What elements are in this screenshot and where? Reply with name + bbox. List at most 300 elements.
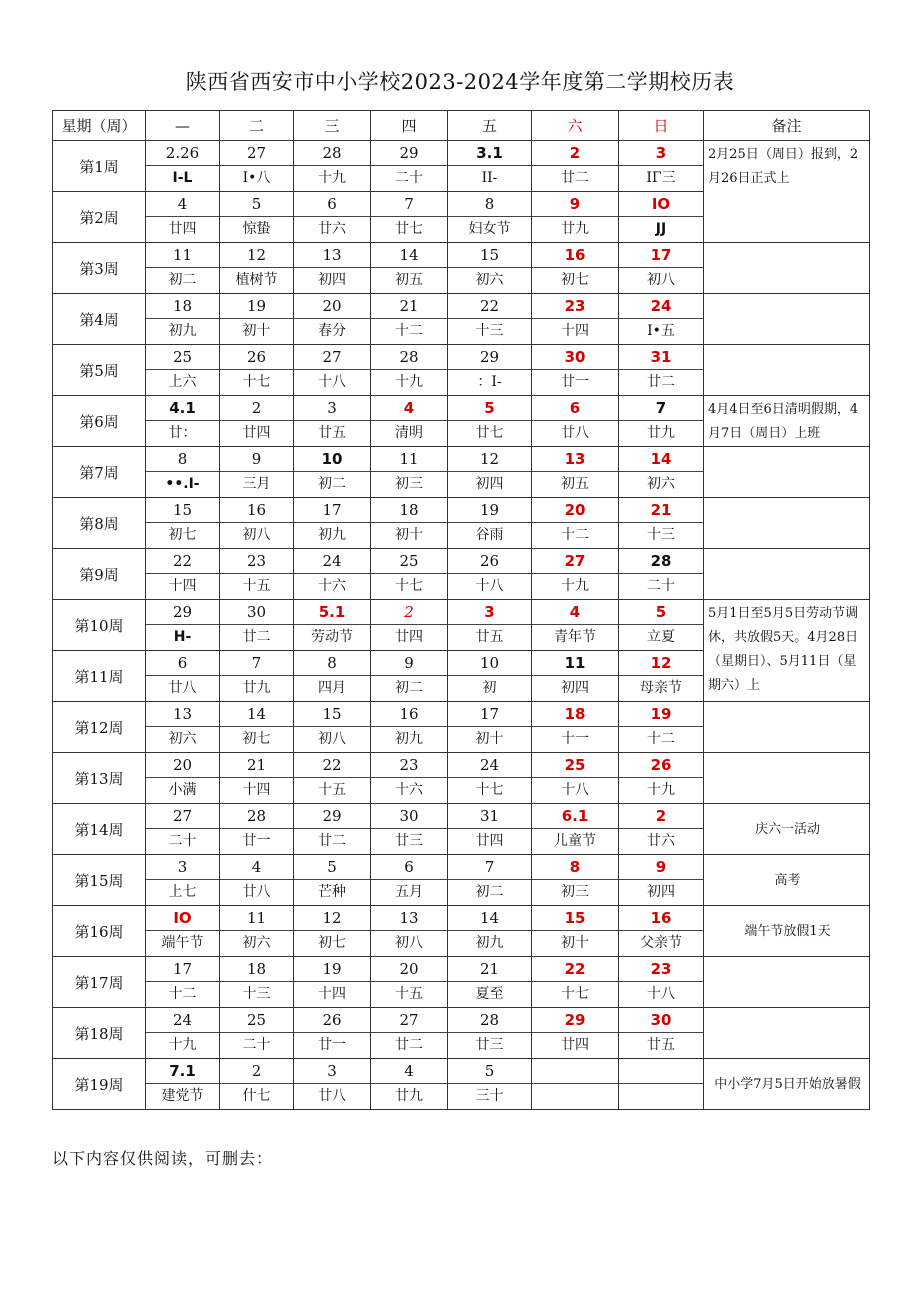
day-number: 28 <box>448 1008 531 1033</box>
lunar-date: 廿八 <box>561 425 589 441</box>
day-number: 7 <box>448 855 531 880</box>
lunar-date: 初二 <box>318 476 346 492</box>
day-number: 3 <box>294 1059 370 1084</box>
footnote: 以下内容仅供阅读，可删去： <box>52 1149 274 1168</box>
day-number: 10 <box>294 447 370 472</box>
day-number: 25 <box>532 753 618 778</box>
lunar-date: 劳动节 <box>311 629 353 645</box>
day-cell <box>448 1008 532 1059</box>
day-number: 14 <box>371 243 447 268</box>
lunar-date: 青年节 <box>554 629 596 645</box>
day-number: 27 <box>532 549 618 574</box>
note-cell <box>704 243 870 294</box>
day-cell <box>619 804 704 855</box>
note-cell <box>704 600 870 702</box>
lunar-date: 惊蛰 <box>242 221 271 237</box>
header-tue: 二 <box>220 111 294 141</box>
week-label: 第2周 <box>53 192 146 243</box>
week-row <box>53 549 870 600</box>
note-cell <box>704 906 870 957</box>
day-number <box>532 1059 618 1084</box>
day-number: 26 <box>220 345 293 370</box>
lunar-date: 芒种 <box>318 884 346 900</box>
lunar-date: 廿五 <box>475 629 504 645</box>
lunar-date: 初七 <box>318 935 346 951</box>
day-cell <box>619 1059 704 1110</box>
day-number: 28 <box>294 141 370 166</box>
lunar-date: 十七 <box>242 374 271 390</box>
day-number: 7 <box>371 192 447 217</box>
day-cell <box>294 651 371 702</box>
day-cell <box>220 345 294 396</box>
day-number: 9 <box>532 192 618 217</box>
day-cell <box>619 957 704 1008</box>
header-mon: — <box>146 111 220 141</box>
day-cell <box>294 447 371 498</box>
day-cell <box>448 294 532 345</box>
lunar-date: 初三 <box>561 884 589 900</box>
lunar-date: 立夏 <box>647 629 675 645</box>
lunar-date: 初六 <box>647 476 675 492</box>
day-number: 18 <box>532 702 618 727</box>
day-cell <box>294 345 371 396</box>
lunar-date: 初二 <box>475 884 504 900</box>
day-cell <box>294 192 371 243</box>
lunar-date: 初六 <box>242 935 271 951</box>
day-cell <box>294 855 371 906</box>
day-cell <box>146 804 220 855</box>
day-number: 4.1 <box>146 396 219 421</box>
week-row <box>53 702 870 753</box>
day-cell <box>220 447 294 498</box>
lunar-date: 廿三 <box>475 1037 504 1053</box>
day-number: 29 <box>146 600 219 625</box>
day-cell <box>294 1008 371 1059</box>
day-number: 3 <box>146 855 219 880</box>
day-number: 20 <box>146 753 219 778</box>
day-number: 17 <box>619 243 703 268</box>
lunar-date: 十五 <box>242 578 271 594</box>
week-row <box>53 447 870 498</box>
lunar-date: 十三 <box>647 527 675 543</box>
week-label: 第14周 <box>53 804 146 855</box>
lunar-date: 廿六 <box>647 833 675 849</box>
day-number: 31 <box>448 804 531 829</box>
day-number: 29 <box>371 141 447 166</box>
lunar-date: 初八 <box>395 935 423 951</box>
lunar-date: 十四 <box>561 323 589 339</box>
day-number: 22 <box>146 549 219 574</box>
lunar-date: 清明 <box>395 425 423 441</box>
lunar-date: 母亲节 <box>640 680 682 696</box>
lunar-date: 十二 <box>395 323 423 339</box>
day-number: 5 <box>619 600 703 625</box>
week-label: 第16周 <box>53 906 146 957</box>
day-cell <box>220 141 294 192</box>
header-sat: 六 <box>532 111 619 141</box>
week-label: 第17周 <box>53 957 146 1008</box>
day-cell <box>294 1059 371 1110</box>
lunar-date: 十四 <box>168 578 197 594</box>
week-label: 第5周 <box>53 345 146 396</box>
day-number: 28 <box>220 804 293 829</box>
day-cell <box>146 1008 220 1059</box>
day-cell <box>371 1059 448 1110</box>
day-number: 9 <box>619 855 703 880</box>
day-cell <box>146 957 220 1008</box>
day-cell <box>532 600 619 651</box>
day-number: 16 <box>619 906 703 931</box>
day-number: 20 <box>532 498 618 523</box>
week-row <box>53 294 870 345</box>
note-text: 5月1日至5月5日劳动节调休，共放假5天。4月28日（星期日）、5月11日（星期六）上 <box>708 606 859 693</box>
day-number: 2.26 <box>146 141 219 166</box>
day-number: 16 <box>532 243 618 268</box>
day-cell <box>448 141 532 192</box>
lunar-date: 初 <box>482 680 497 696</box>
day-cell <box>532 804 619 855</box>
day-number: 5 <box>220 192 293 217</box>
day-number: 16 <box>220 498 293 523</box>
day-cell <box>532 855 619 906</box>
note-cell <box>704 855 870 906</box>
day-number: 27 <box>294 345 370 370</box>
lunar-date: 十三 <box>475 323 504 339</box>
day-cell <box>146 192 220 243</box>
day-number: 21 <box>619 498 703 523</box>
day-number: 28 <box>619 549 703 574</box>
day-number: 7 <box>619 396 703 421</box>
day-number: 24 <box>448 753 531 778</box>
day-cell <box>146 396 220 447</box>
lunar-date: 十八 <box>647 986 675 1002</box>
day-cell <box>532 957 619 1008</box>
day-number: 14 <box>619 447 703 472</box>
day-cell <box>532 702 619 753</box>
lunar-date: 廿九 <box>647 425 675 441</box>
lunar-date: 初八 <box>242 527 271 543</box>
day-number: 27 <box>371 1008 447 1033</box>
day-cell <box>532 1008 619 1059</box>
day-number: 25 <box>371 549 447 574</box>
lunar-date: 十三 <box>242 986 271 1002</box>
day-number: 22 <box>532 957 618 982</box>
day-number: 30 <box>619 1008 703 1033</box>
lunar-date: 十五 <box>318 782 346 798</box>
day-number: 15 <box>532 906 618 931</box>
day-cell <box>532 141 619 192</box>
day-cell <box>371 855 448 906</box>
day-cell <box>294 141 371 192</box>
week-row <box>53 498 870 549</box>
day-number: 5 <box>448 1059 531 1084</box>
lunar-date: 初十 <box>561 935 589 951</box>
lunar-date: 廿三 <box>395 833 423 849</box>
day-cell <box>619 192 704 243</box>
day-cell <box>448 957 532 1008</box>
week-row <box>53 243 870 294</box>
day-number: 9 <box>220 447 293 472</box>
week-label: 第3周 <box>53 243 146 294</box>
lunar-date: 廿四 <box>242 425 271 441</box>
day-number: 8 <box>146 447 219 472</box>
lunar-date: 十八 <box>318 374 346 390</box>
day-cell <box>146 549 220 600</box>
lunar-date: H- <box>173 629 192 645</box>
lunar-date: 廿二 <box>395 1037 423 1053</box>
day-number: 7 <box>220 651 293 676</box>
day-number: 8 <box>448 192 531 217</box>
day-cell <box>220 651 294 702</box>
day-cell <box>619 141 704 192</box>
lunar-date: 廿五 <box>318 425 346 441</box>
note-cell <box>704 957 870 1008</box>
day-cell <box>448 498 532 549</box>
day-cell <box>532 549 619 600</box>
day-number: 27 <box>220 141 293 166</box>
lunar-date: I-L <box>172 170 193 186</box>
header-notes: 备注 <box>704 111 870 141</box>
note-cell <box>704 1059 870 1110</box>
lunar-date: 十四 <box>242 782 271 798</box>
day-number: 11 <box>532 651 618 676</box>
day-cell <box>220 855 294 906</box>
day-cell <box>294 549 371 600</box>
day-number: 20 <box>371 957 447 982</box>
day-number: 2 <box>220 396 293 421</box>
day-number: 15 <box>294 702 370 727</box>
day-number: 27 <box>146 804 219 829</box>
day-number: 22 <box>294 753 370 778</box>
day-cell <box>448 753 532 804</box>
lunar-date: 初四 <box>318 272 346 288</box>
day-number: 12 <box>294 906 370 931</box>
lunar-date: 初十 <box>242 323 271 339</box>
day-number: 6 <box>371 855 447 880</box>
lunar-date <box>532 1084 618 1109</box>
day-cell <box>532 243 619 294</box>
day-number: 7.1 <box>146 1059 219 1084</box>
lunar-date: 二十 <box>242 1037 271 1053</box>
day-number: 29 <box>294 804 370 829</box>
lunar-date: 初九 <box>395 731 423 747</box>
day-cell <box>448 906 532 957</box>
day-number: 17 <box>448 702 531 727</box>
day-number: 12 <box>619 651 703 676</box>
day-number: 13 <box>371 906 447 931</box>
lunar-date: 十八 <box>475 578 504 594</box>
day-number: 24 <box>619 294 703 319</box>
day-cell <box>371 294 448 345</box>
day-cell <box>220 600 294 651</box>
day-cell <box>146 294 220 345</box>
day-cell <box>294 243 371 294</box>
day-number <box>619 1059 703 1084</box>
note-cell <box>704 753 870 804</box>
day-cell <box>220 957 294 1008</box>
lunar-date: 十九 <box>395 374 423 390</box>
day-number: 18 <box>371 498 447 523</box>
day-cell <box>532 345 619 396</box>
day-cell <box>371 243 448 294</box>
header-thu: 四 <box>371 111 448 141</box>
day-cell <box>371 804 448 855</box>
school-calendar-table <box>52 110 870 1110</box>
note-cell <box>704 1008 870 1059</box>
day-cell <box>371 141 448 192</box>
week-row <box>53 906 870 957</box>
day-number: 2 <box>220 1059 293 1084</box>
day-cell <box>619 651 704 702</box>
lunar-date: 初二 <box>395 680 423 696</box>
day-cell <box>371 396 448 447</box>
lunar-date: I•八 <box>242 170 271 186</box>
day-number: 23 <box>371 753 447 778</box>
day-number: 25 <box>220 1008 293 1033</box>
day-number: 25 <box>146 345 219 370</box>
note-cell <box>704 294 870 345</box>
day-cell <box>448 549 532 600</box>
week-row <box>53 141 870 192</box>
day-cell <box>619 243 704 294</box>
day-number: 14 <box>448 906 531 931</box>
day-number: 4 <box>146 192 219 217</box>
day-cell <box>146 855 220 906</box>
day-number: 23 <box>619 957 703 982</box>
note-cell <box>704 702 870 753</box>
lunar-date: 初十 <box>475 731 504 747</box>
day-number: 5 <box>294 855 370 880</box>
day-number: 6 <box>532 396 618 421</box>
day-cell <box>146 906 220 957</box>
lunar-date: 十二 <box>647 731 675 747</box>
lunar-date: 三十 <box>475 1088 504 1104</box>
week-label: 第6周 <box>53 396 146 447</box>
week-label: 第13周 <box>53 753 146 804</box>
lunar-date: 廿八 <box>242 884 271 900</box>
lunar-date: 十一 <box>561 731 589 747</box>
week-row <box>53 1008 870 1059</box>
lunar-date: 四月 <box>318 680 346 696</box>
day-number: 31 <box>619 345 703 370</box>
day-number: 26 <box>448 549 531 574</box>
week-label: 第9周 <box>53 549 146 600</box>
week-label: 第15周 <box>53 855 146 906</box>
day-cell <box>371 345 448 396</box>
page-title: 陕西省西安市中小学校2023-2024学年度第二学期校历表 <box>185 70 735 94</box>
lunar-date: 初七 <box>242 731 271 747</box>
lunar-date: 十二 <box>168 986 197 1002</box>
day-number: 30 <box>532 345 618 370</box>
lunar-date: 廿四 <box>561 1037 589 1053</box>
day-cell <box>532 294 619 345</box>
lunar-date: 父亲节 <box>640 935 682 951</box>
lunar-date: 春分 <box>318 323 346 339</box>
note-cell <box>704 447 870 498</box>
day-cell <box>146 141 220 192</box>
lunar-date: 初九 <box>168 323 197 339</box>
lunar-date: 廿七 <box>395 221 423 237</box>
lunar-date: 廿一 <box>561 374 589 390</box>
lunar-date: 十六 <box>318 578 346 594</box>
day-cell <box>146 651 220 702</box>
day-cell <box>371 549 448 600</box>
note-cell <box>704 141 870 243</box>
day-cell <box>532 651 619 702</box>
day-cell <box>619 549 704 600</box>
header-sun: 日 <box>619 111 704 141</box>
day-cell <box>532 396 619 447</box>
lunar-date: 廿： <box>168 425 197 441</box>
lunar-date: 廿八 <box>318 1088 346 1104</box>
lunar-date: 初七 <box>168 527 197 543</box>
day-cell <box>448 447 532 498</box>
day-cell <box>371 702 448 753</box>
day-cell <box>448 855 532 906</box>
lunar-date: 二十 <box>647 578 675 594</box>
day-number: 4 <box>220 855 293 880</box>
week-label: 第12周 <box>53 702 146 753</box>
lunar-date: 廿九 <box>242 680 271 696</box>
lunar-date: 五月 <box>395 884 423 900</box>
week-row <box>53 600 870 651</box>
lunar-date: IΓ三 <box>646 170 676 186</box>
day-cell <box>146 600 220 651</box>
day-cell <box>220 702 294 753</box>
lunar-date: 上六 <box>168 374 197 390</box>
day-number: 30 <box>220 600 293 625</box>
day-number: 4 <box>532 600 618 625</box>
day-cell <box>619 447 704 498</box>
lunar-date: 初六 <box>168 731 197 747</box>
day-cell <box>220 906 294 957</box>
day-number: 4 <box>371 396 447 421</box>
week-label: 第8周 <box>53 498 146 549</box>
day-number: 3.1 <box>448 141 531 166</box>
day-number: 23 <box>532 294 618 319</box>
day-number: IO <box>619 192 703 217</box>
lunar-date: 初四 <box>561 680 589 696</box>
day-number: 5 <box>448 396 531 421</box>
day-number: 2 <box>619 804 703 829</box>
day-cell <box>448 1059 532 1110</box>
day-cell <box>371 906 448 957</box>
day-number: 2 <box>532 141 618 166</box>
lunar-date: 初五 <box>395 272 423 288</box>
lunar-date: 初九 <box>318 527 346 543</box>
lunar-date: 廿一 <box>242 833 271 849</box>
day-cell <box>619 1008 704 1059</box>
lunar-date: 初六 <box>475 272 504 288</box>
week-row <box>53 957 870 1008</box>
day-number: 22 <box>448 294 531 319</box>
note-text: 庆六一活动 <box>754 822 820 837</box>
lunar-date: 廿四 <box>395 629 423 645</box>
day-cell <box>619 294 704 345</box>
lunar-date: ••.I- <box>165 476 200 492</box>
lunar-date: 初四 <box>475 476 504 492</box>
day-number: 15 <box>146 498 219 523</box>
lunar-date: 十五 <box>395 986 423 1002</box>
lunar-date: 谷雨 <box>475 527 504 543</box>
day-cell <box>294 906 371 957</box>
day-cell <box>619 396 704 447</box>
lunar-date: 廿九 <box>561 221 589 237</box>
day-cell <box>371 957 448 1008</box>
note-cell <box>704 345 870 396</box>
week-row <box>53 1059 870 1110</box>
day-cell <box>619 906 704 957</box>
